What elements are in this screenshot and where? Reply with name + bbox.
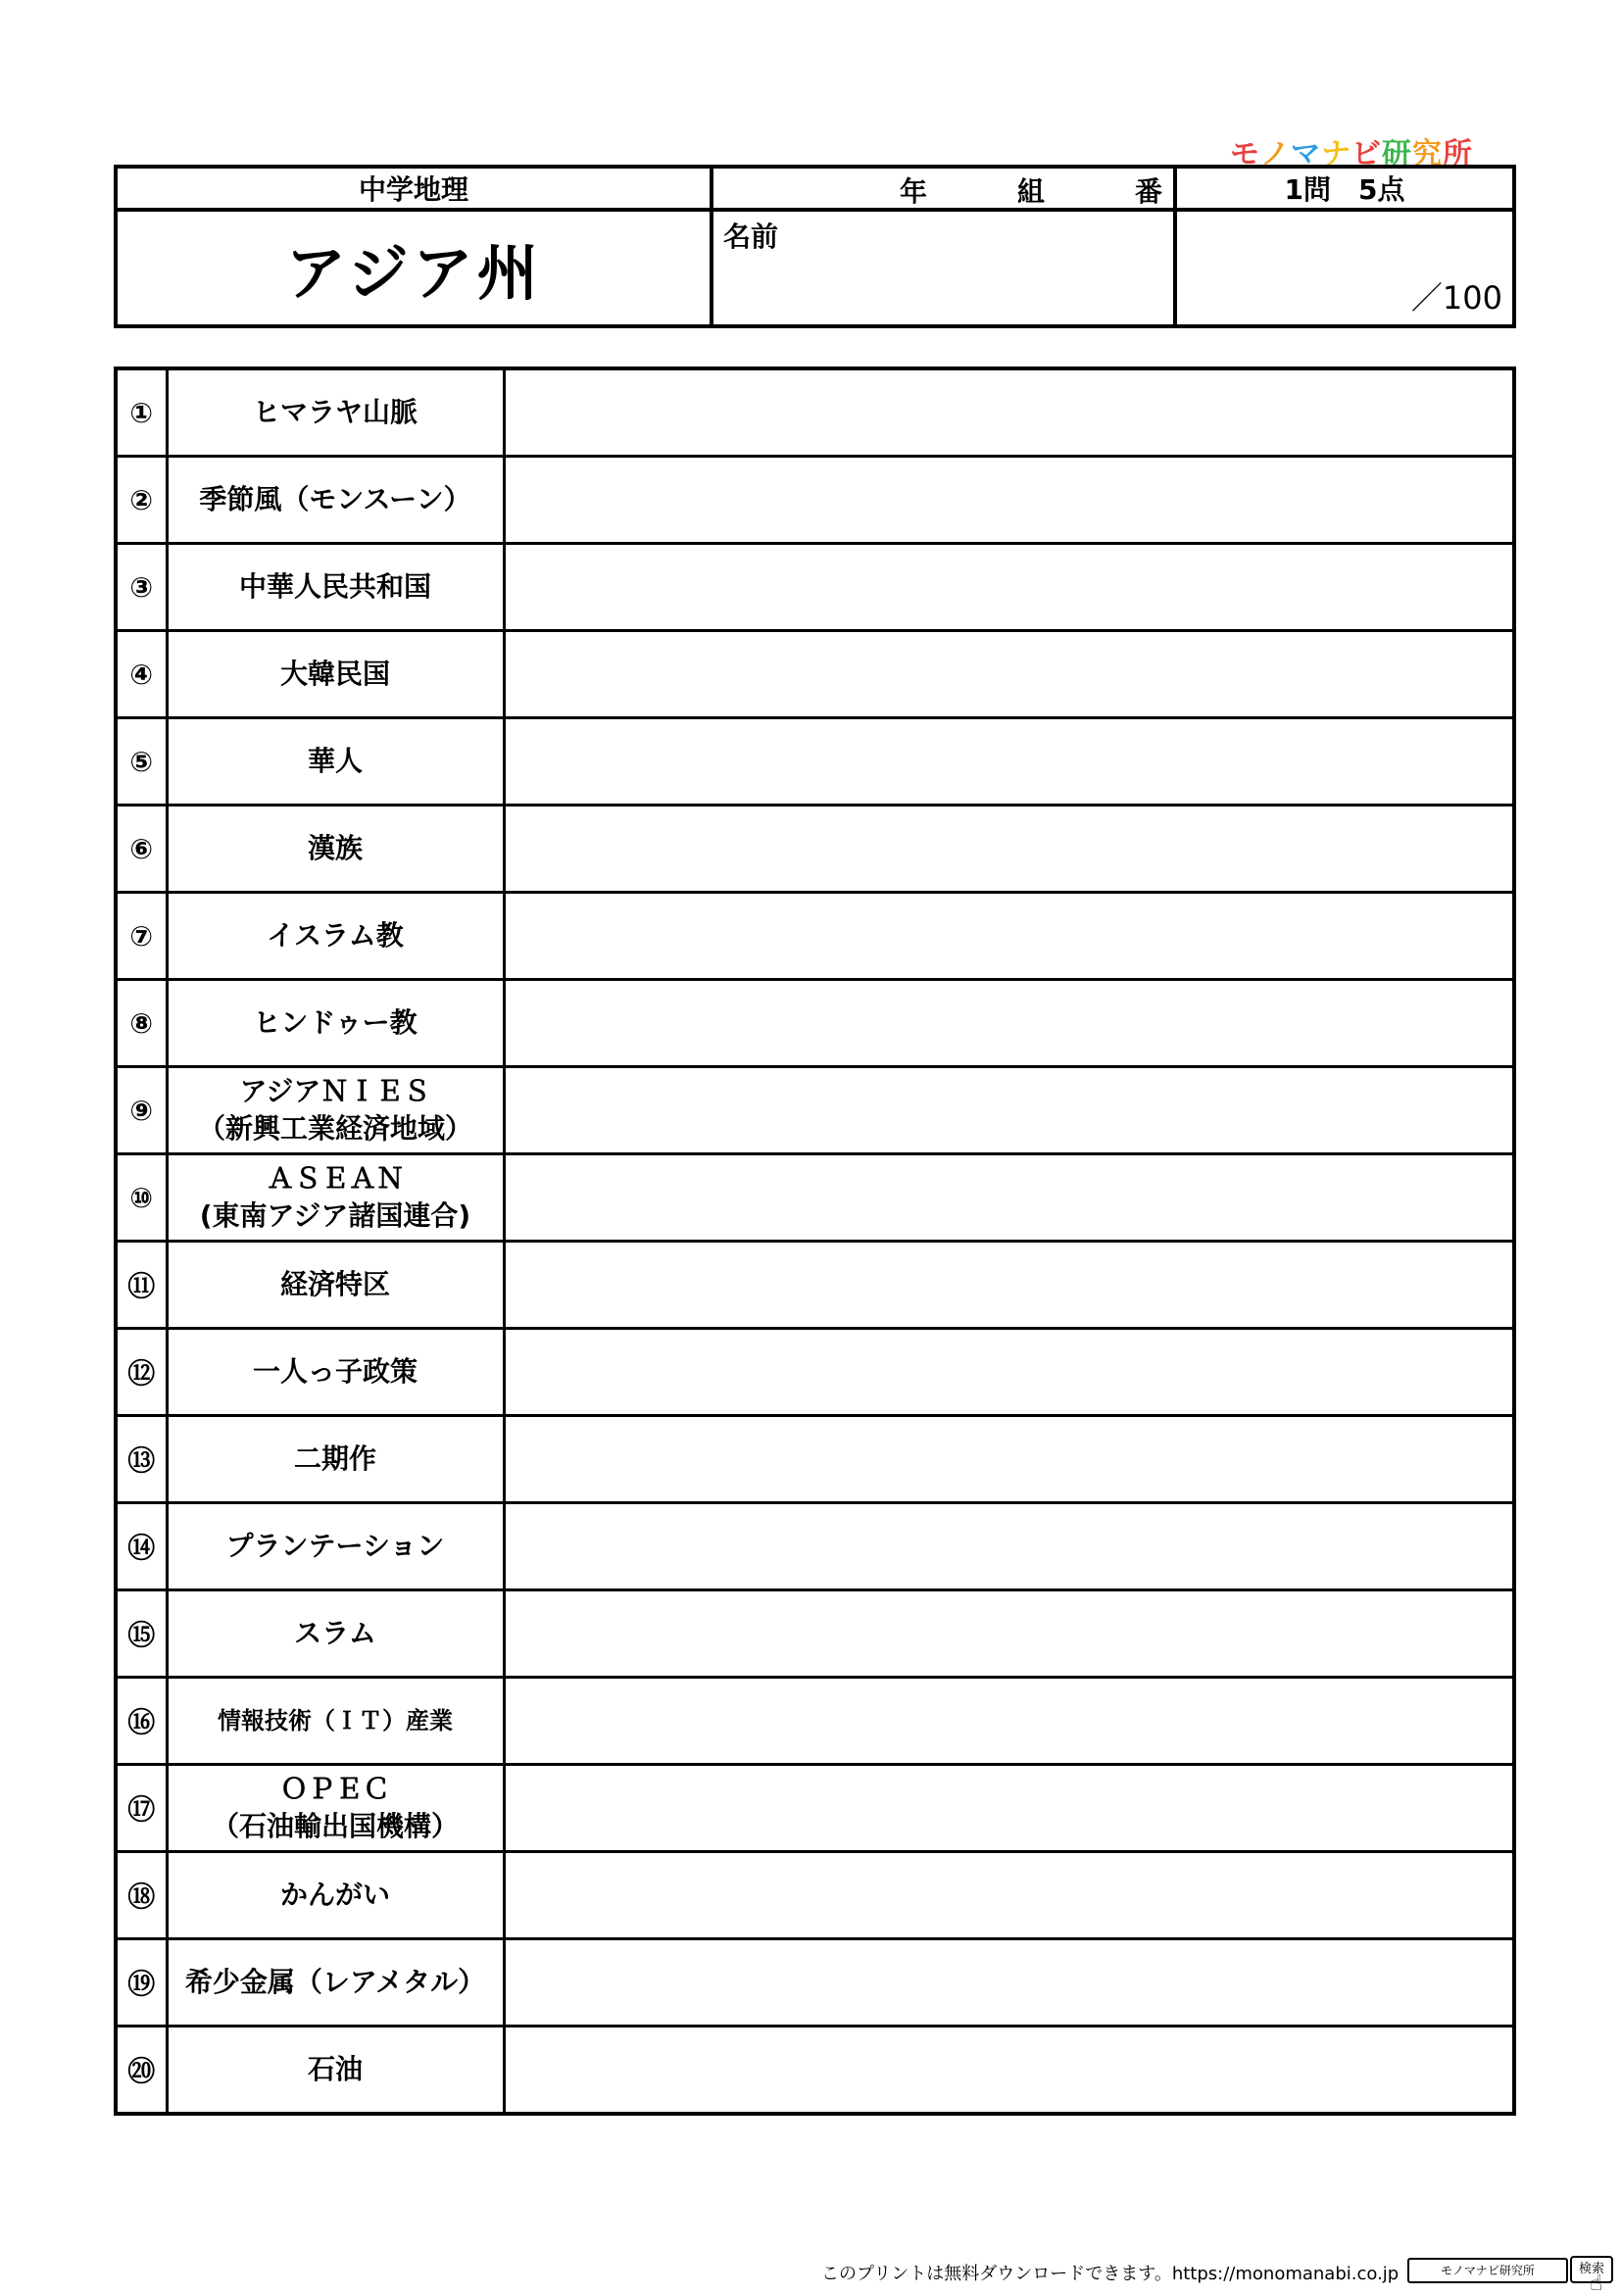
term-text: ヒンドゥー教 <box>253 1006 418 1039</box>
table-row <box>116 1678 1514 1765</box>
question-number: ⑰ <box>116 1765 167 1852</box>
question-number: ⑯ <box>116 1678 167 1765</box>
term-text: 経済特区 <box>279 1268 390 1300</box>
score-field[interactable] <box>1175 210 1514 326</box>
term-cell <box>167 368 504 457</box>
answer-cell[interactable] <box>504 1416 1514 1503</box>
question-number: ⑨ <box>116 1067 167 1154</box>
answer-cell[interactable] <box>504 544 1514 631</box>
term-cell <box>167 1242 504 1329</box>
question-number: ⑮ <box>116 1590 167 1678</box>
answer-cell[interactable] <box>504 2027 1514 2115</box>
vocabulary-table <box>114 366 1516 2116</box>
table-row <box>116 2027 1514 2115</box>
answer-cell[interactable] <box>504 718 1514 806</box>
answer-cell[interactable] <box>504 1154 1514 1242</box>
table-row <box>116 544 1514 631</box>
term-cell <box>167 806 504 893</box>
term-cell <box>167 1678 504 1765</box>
term-cell <box>167 1329 504 1416</box>
question-number: ⑲ <box>116 1939 167 2027</box>
answer-cell[interactable] <box>504 1242 1514 1329</box>
table-row <box>116 1939 1514 2027</box>
term-cell <box>167 631 504 718</box>
term-text: 希少金属（レアメタル） <box>184 1966 486 1998</box>
question-number: ② <box>116 457 167 544</box>
term-cell <box>167 1503 504 1590</box>
term-cell <box>167 1590 504 1678</box>
table-row <box>116 980 1514 1067</box>
number-label: 番 <box>1135 175 1163 208</box>
question-number: ⑬ <box>116 1416 167 1503</box>
table-row <box>116 718 1514 806</box>
term-text: （新興工業経済地域） <box>197 1112 472 1145</box>
subject-label: 中学地理 <box>116 167 712 210</box>
logo-char: モ <box>1230 137 1260 171</box>
question-number: ⑳ <box>116 2027 167 2115</box>
answer-cell[interactable] <box>504 1067 1514 1154</box>
logo-char: 究 <box>1412 137 1443 171</box>
term-cell <box>167 1416 504 1503</box>
question-number: ③ <box>116 544 167 631</box>
term-cell <box>167 980 504 1067</box>
class-info <box>712 167 1175 210</box>
answer-cell[interactable] <box>504 368 1514 457</box>
search-button[interactable]: 検索 <box>1570 2256 1613 2283</box>
question-number: ① <box>116 368 167 457</box>
term-cell <box>167 1067 504 1154</box>
answer-cell[interactable] <box>504 1329 1514 1416</box>
question-number: ⑦ <box>116 893 167 980</box>
table-row <box>116 1329 1514 1416</box>
term-text: 情報技術（ＩＴ）産業 <box>218 1707 453 1734</box>
term-text: 二期作 <box>293 1442 376 1475</box>
term-text: スラム <box>294 1617 376 1649</box>
question-number: ⑤ <box>116 718 167 806</box>
question-number: ⑩ <box>116 1154 167 1242</box>
term-text: （石油輸出国機構） <box>211 1810 459 1842</box>
answer-cell[interactable] <box>504 980 1514 1067</box>
question-number: ④ <box>116 631 167 718</box>
term-cell <box>167 1765 504 1852</box>
table-row <box>116 893 1514 980</box>
logo-char: ノ <box>1260 137 1291 171</box>
term-text: 華人 <box>307 745 363 777</box>
footer-text: このプリントは無料ダウンロードできます。https://monomanabi.co.jp <box>821 2264 1400 2284</box>
pointer-cursor-icon: ☝ <box>1590 2272 1603 2296</box>
term-cell <box>167 1939 504 2027</box>
term-text: 中華人民共和国 <box>238 570 431 603</box>
term-text: ＯＰＥＣ <box>279 1773 390 1805</box>
logo-char: 研 <box>1382 137 1412 171</box>
answer-cell[interactable] <box>504 1590 1514 1678</box>
term-text: ヒマラヤ山脈 <box>252 396 418 428</box>
year-label: 年 <box>900 175 928 208</box>
logo-char: ナ <box>1321 137 1351 171</box>
question-number: ⑧ <box>116 980 167 1067</box>
answer-cell[interactable] <box>504 1503 1514 1590</box>
term-cell <box>167 2027 504 2115</box>
table-row <box>116 1503 1514 1590</box>
table-row <box>116 457 1514 544</box>
table-row <box>116 1852 1514 1939</box>
term-text: (東南アジア諸国連合) <box>199 1199 471 1232</box>
term-text: プランテーション <box>225 1530 445 1562</box>
table-row <box>116 1765 1514 1852</box>
logo-char: 所 <box>1443 137 1473 171</box>
score-max: ／100 <box>1410 279 1502 317</box>
question-number: ⑫ <box>116 1329 167 1416</box>
search-input[interactable]: モノマナビ研究所 <box>1407 2258 1568 2283</box>
points-per-question: 1問 5点 <box>1175 167 1514 210</box>
question-number: ⑭ <box>116 1503 167 1590</box>
header-table <box>114 165 1516 328</box>
logo-char: ビ <box>1351 137 1382 171</box>
term-cell <box>167 1852 504 1939</box>
term-text: 季節風（モンスーン） <box>199 483 471 515</box>
table-row <box>116 368 1514 457</box>
table-row <box>116 1154 1514 1242</box>
answer-cell[interactable] <box>504 806 1514 893</box>
term-cell <box>167 544 504 631</box>
answer-cell[interactable] <box>504 1852 1514 1939</box>
answer-cell[interactable] <box>504 1678 1514 1765</box>
term-text: 漢族 <box>307 832 363 864</box>
table-row <box>116 806 1514 893</box>
answer-cell[interactable] <box>504 1939 1514 2027</box>
table-row <box>116 1067 1514 1154</box>
question-number: ⑱ <box>116 1852 167 1939</box>
question-number: ⑥ <box>116 806 167 893</box>
term-cell <box>167 457 504 544</box>
table-row <box>116 1242 1514 1329</box>
table-row <box>116 1416 1514 1503</box>
logo-char: マ <box>1291 137 1321 171</box>
answer-cell[interactable] <box>504 1765 1514 1852</box>
answer-cell[interactable] <box>504 457 1514 544</box>
term-text: 大韓民国 <box>279 658 390 690</box>
page-title: アジア州 <box>116 210 712 326</box>
answer-cell[interactable] <box>504 893 1514 980</box>
question-number: ⑪ <box>116 1242 167 1329</box>
answer-cell[interactable] <box>504 631 1514 718</box>
term-text: 石油 <box>307 2053 363 2085</box>
term-text: イスラム教 <box>267 919 404 952</box>
term-cell <box>167 718 504 806</box>
term-text: 一人っ子政策 <box>252 1355 418 1388</box>
table-row <box>116 1590 1514 1678</box>
term-text: かんがい <box>279 1879 390 1911</box>
name-field[interactable] <box>712 210 1175 326</box>
term-text: アジアＮＩＥＳ <box>239 1075 431 1107</box>
table-row <box>116 631 1514 718</box>
group-label: 組 <box>1017 175 1046 208</box>
name-label: 名前 <box>723 220 779 253</box>
term-cell <box>167 1154 504 1242</box>
term-text: ＡＳＥＡＮ <box>266 1162 404 1195</box>
brand-logo <box>1230 129 1473 171</box>
term-cell <box>167 893 504 980</box>
